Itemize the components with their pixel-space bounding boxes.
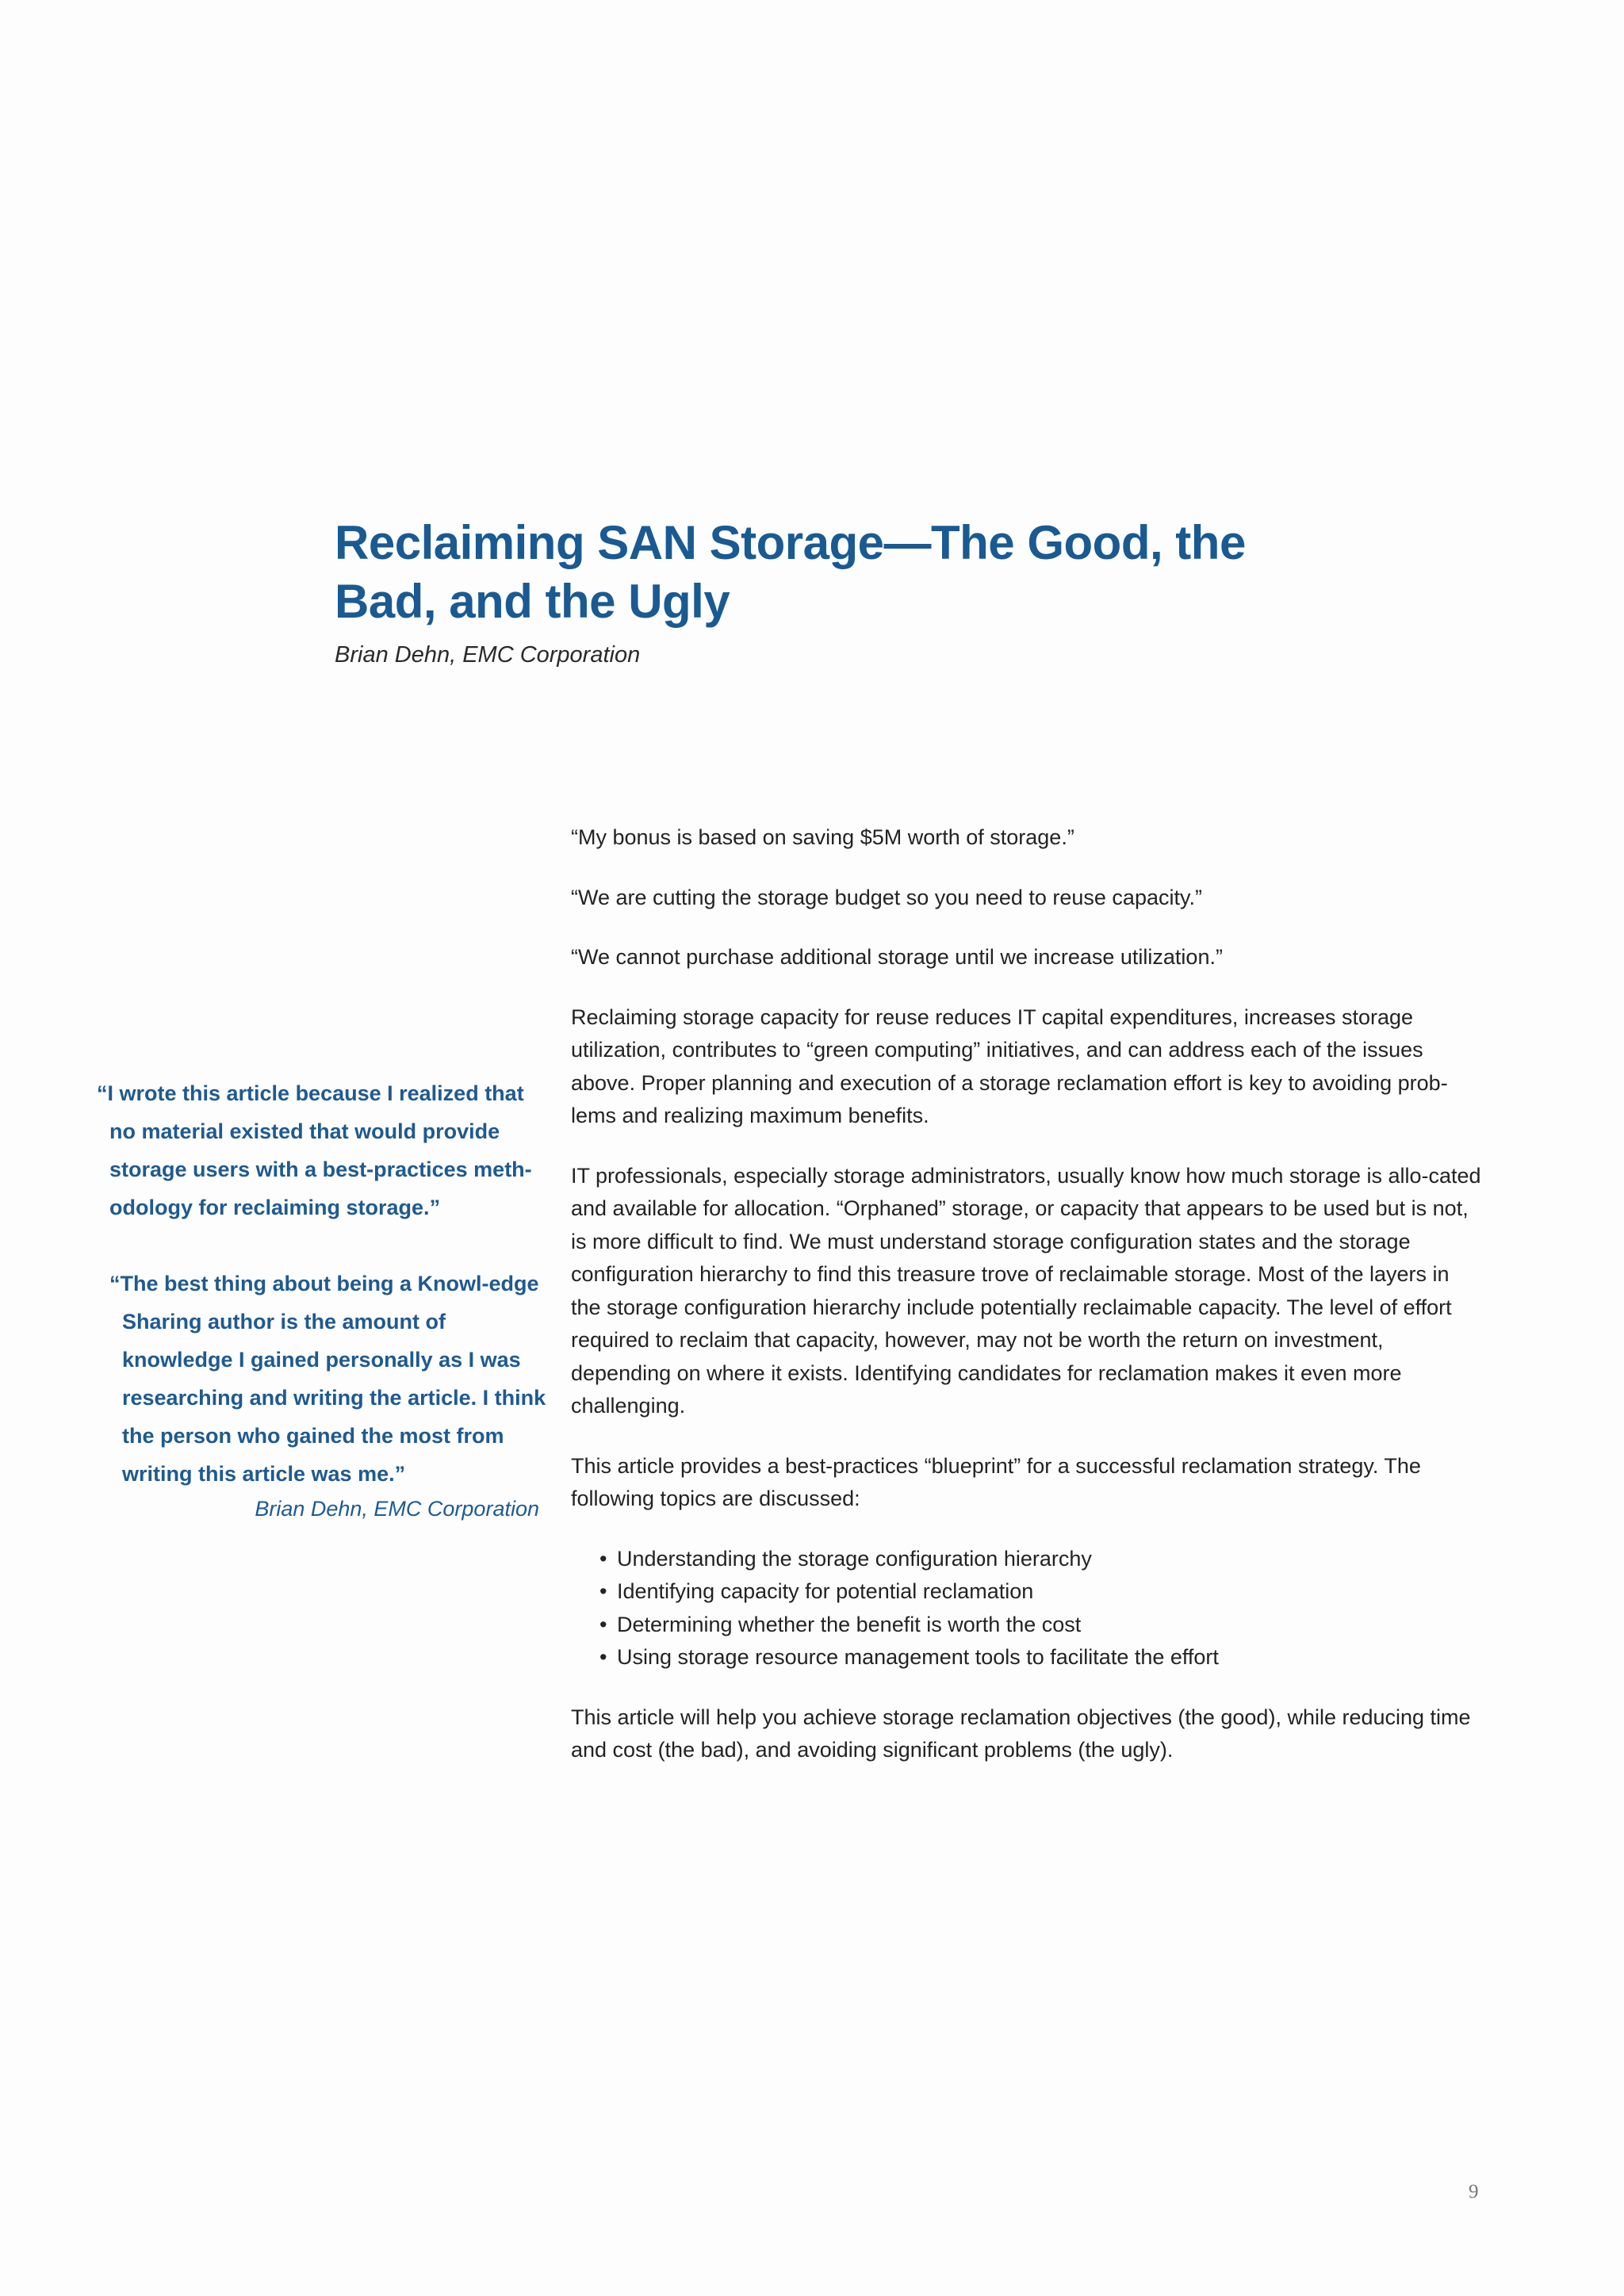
topic-list-item (599, 1543, 1483, 1576)
pull-quote-sidebar (87, 1074, 547, 1528)
topic-list-item (599, 1609, 1483, 1642)
topic-list (571, 1543, 1483, 1674)
bullet-icon: • (599, 1579, 607, 1603)
topic-list-item-text: Determining whether the benefit is worth the cost (617, 1612, 1082, 1636)
page-number: 9 (1469, 2181, 1479, 2202)
body-paragraph-2: IT professionals, especially storage administrators, usually know how much storage is allo-cated and available for allocation. “Orphaned” storage, or capacity that appears to be used but is not, is more difficult to find. We must understand storage configuration states and the storage configuration hierarchy to find this treasure trove of reclaimable storage. Most of the layers in the storage configuration hierarchy include potentially reclaimable capacity. The level of effort required to reclaim that capacity, however, may not be worth the return on investment, depending on where it exists. Identifying candidates for reclamation makes it even more challenging. (571, 1163, 1481, 1418)
topic-list-item (599, 1575, 1483, 1609)
bullet-icon: • (599, 1612, 607, 1636)
topic-list-item-text: Identifying capacity for potential reclamation (617, 1579, 1034, 1603)
pull-quote-2: “The best thing about being a Knowl-edge Sharing author is the amount of knowledge I gained personally as I was researching and writing the article. I think the person who gained the most from writing this article was me.” (109, 1272, 546, 1486)
article-body (571, 821, 1483, 1794)
opening-quote-2: “We are cutting the storage budget so you need to reuse capacity.” (571, 885, 1202, 909)
topic-list-item-text: Using storage resource management tools to facilitate the effort (617, 1645, 1219, 1669)
body-paragraph-4: This article will help you achieve storage reclamation objectives (the good), while reducing time and cost (the bad), and avoiding significant problems (the ugly). (571, 1705, 1471, 1762)
article-title (335, 514, 1286, 631)
pull-quote-1: “I wrote this article because I realized that no material existed that would provide storage users with a best-practices meth-odology for reclaiming storage.” (97, 1081, 532, 1219)
bullet-icon: • (599, 1645, 607, 1669)
body-paragraph-3: This article provides a best-practices “blueprint” for a successful reclamation strategy. The following topics are discussed: (571, 1453, 1421, 1510)
opening-quote-3: “We cannot purchase additional storage until we increase utilization.” (571, 945, 1223, 969)
article-title-line-2: Bad, and the Ugly (335, 575, 730, 628)
topic-list-item-text: Understanding the storage configuration hierarchy (617, 1546, 1092, 1571)
article-title-line-1: Reclaiming SAN Storage—The Good, the (335, 516, 1246, 569)
bullet-icon: • (599, 1546, 607, 1571)
pull-quote-attribution: Brian Dehn, EMC Corporation (255, 1497, 539, 1521)
author-byline: Brian Dehn, EMC Corporation (335, 642, 641, 668)
topic-list-item (599, 1641, 1483, 1674)
body-paragraph-1: Reclaiming storage capacity for reuse reduces IT capital expenditures, increases storage utilization, contributes to “green computing” initiatives, and can address each of the issues above. Proper planning and execution of a storage reclamation effort is key to avoiding prob-lems and realizing maximum benefits. (571, 1004, 1448, 1127)
opening-quote-1: “My bonus is based on saving $5M worth of storage.” (571, 825, 1074, 849)
